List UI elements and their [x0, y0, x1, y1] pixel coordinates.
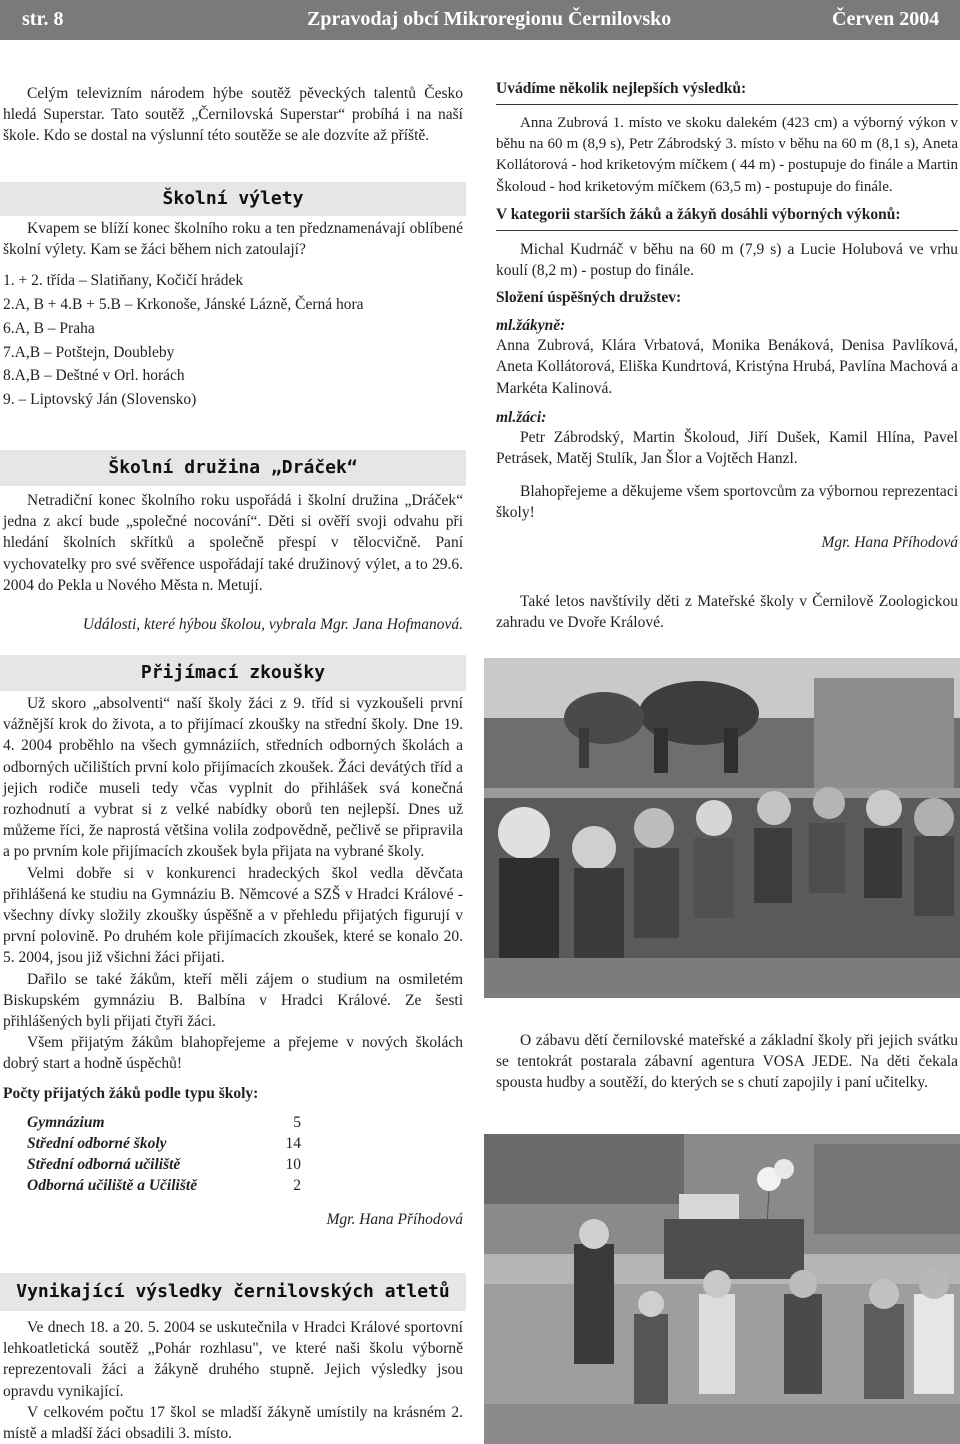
page-header — [0, 0, 960, 40]
page-number: str. 8 — [22, 8, 64, 30]
issue-date: Červen 2004 — [832, 8, 940, 30]
party-section — [496, 1030, 958, 1094]
girls-label: ml.žákyně: — [496, 317, 566, 335]
trip-item: 9. – Liptovský Ján (Slovensko) — [3, 390, 197, 408]
results-paragraph: Anna Zubrová 1. místo ve skoku dalekém (423 cm) a výborný výkon v běhu na 60 m (8,9 s), Petr Zábrodský 3. místo v běhu na 60 m (8,1 s), Aneta Kollátorová - hod kriketovým míčkem ( 44 m) - postupuje do finále a Martin Školoud - hod kriketovým míčkem (63,5 m) - postupuje do finále. — [496, 115, 958, 195]
right-column-top — [496, 80, 958, 633]
results-block — [496, 104, 958, 198]
boys-block — [496, 409, 958, 469]
teams-heading: Složení úspěšných družstev: — [496, 289, 682, 307]
trip-item: 8.A,B – Deštné v Orl. horách — [3, 367, 185, 385]
zoo-photo-graphic — [484, 658, 960, 998]
school-count: 5 — [293, 1114, 301, 1132]
club-paragraph: Netradiční konec školního roku uspořádá i školní družina „Dráček“ jedna z akcí bude „společné nocování“. Děti si ověří svoji odvahu při hledání školních skřítků a společně přespí v tělocvičně. Paní vychovatelky pro své svěřence uspořádají také družinový výlet, a to 29.6. 2004 do Pekla u Nového Města n. Metují. — [3, 492, 463, 594]
athletes-heading: Vynikající výsledky černilovských atletů — [16, 1281, 450, 1302]
zoo-paragraph: Také letos navštívily děti z Mateřské školy v Černilově Zoologickou zahradu ve Dvoře Králové. — [496, 592, 958, 632]
table-row — [27, 1134, 301, 1155]
exams-heading-band — [0, 655, 466, 691]
superstar-paragraph: Celým televizním národem hýbe soutěž pěveckých talentů Česko hledá Superstar. Tato soutěž „Černilovská Superstar“ probíhá i na naší škole. Kdo se dostal na výslunní této soutěže se ale dozvíte až příště. — [3, 85, 463, 145]
boys-label: ml.žáci: — [496, 408, 547, 426]
athletes-section — [3, 1317, 463, 1444]
club-heading: Školní družina „Dráček“ — [108, 457, 358, 478]
publication-title: Zpravodaj obcí Mikroregionu Černilovsko — [307, 8, 672, 30]
athletes-paragraph-2: V celkovém počtu 17 škol se mladší žákyně umístily na krásném 2. místě a mladší žáci obsadili 3. místo. — [3, 1403, 463, 1443]
trips-heading: Školní výlety — [162, 188, 304, 209]
exams-paragraph-1: Už skoro „absolventi“ naší školy žáci z 9. tříd si vyzkoušeli první vážnější krok do života, a to přijímací zkoušky na střední školy. Dne 19. 4. 2004 proběhlo na všech gymnáziích, středních odborných školách a odborných učilištích první kolo přijímacích zkoušek. Žáci devátých tříd a jejich rodiče museli tedy včas vyplnit do přihlášek svá konečná rozhodnutí a vybrat si z velké nabídky oborů ten nejlepší. Dnes už můžeme říci, že naprostá většina volila zodpovědně, pečlivě se připravila a po prvním kole přijímacích zkoušek byla přijata na vybrané školy. — [3, 695, 463, 861]
school-count: 10 — [285, 1156, 301, 1174]
trip-item: 2.A, B + 4.B + 5.B – Krkonoše, Jánské Lázně, Černá hora — [3, 296, 364, 314]
party-photo-graphic — [484, 1134, 960, 1444]
party-paragraph: O zábavu dětí černilovské mateřské a základní školy při jejich svátku se tentokrát postarala zábavní agentura VOSA JEDE. Na děti čekala spousta hudby a soutěží, do kterých se s chutí zapojily i paní učitelky. — [496, 1032, 958, 1092]
athletes-paragraph-1: Ve dnech 18. a 20. 5. 2004 se uskutečnila v Hradci Králové sportovní lehkoatletická soutěž „Pohár rozhlasu", ve které naši školu výborně reprezentovali žáci a žákyně druhého stupně. Jejich výsledky jsou opravdu vynikající. — [3, 1319, 463, 1400]
exams-signature: Mgr. Hana Příhodová — [326, 1210, 463, 1228]
school-type: Odborná učiliště a Učiliště — [27, 1177, 198, 1195]
club-heading-band — [0, 450, 466, 486]
congrats-paragraph: Blahopřejeme a děkujeme všem sportovcům za výbornou reprezentaci školy! — [496, 483, 958, 522]
trip-item: 1. + 2. třída – Slatiňany, Kočičí hrádek — [3, 272, 244, 290]
school-type: Střední odborné školy — [27, 1135, 167, 1153]
trips-section — [3, 218, 463, 412]
table-row — [27, 1176, 301, 1197]
club-signature: Události, které hýbou školou, vybrala Mgr. Jana Hofmanová. — [82, 616, 463, 634]
school-count: 14 — [285, 1135, 301, 1153]
counts-table — [27, 1113, 301, 1197]
party-photo — [484, 1134, 960, 1444]
exams-paragraph-3: Dařilo se také žákům, kteří měli zájem o studium na osmiletém Biskupském gymnáziu B. Balbína v Hradci Králové. Ze šesti přihlášených byli přijati čtyři žáci. — [3, 970, 463, 1031]
trip-item: 6.A, B – Praha — [3, 319, 95, 337]
school-type: Střední odborná učiliště — [27, 1156, 181, 1174]
left-column-top — [3, 83, 463, 147]
trip-item: 7.A,B – Potštejn, Doubleby — [3, 343, 175, 361]
older-heading: V kategorii starších žáků a žákyň dosáhli výborných výkonů: — [496, 205, 901, 223]
older-block — [496, 230, 958, 281]
results-heading: Uvádíme několik nejlepších výsledků: — [496, 80, 747, 97]
trips-intro: Kvapem se blíží konec školního roku a ten předznamenávají oblíbené školní výlety. Kam se žáci během nich zatoulají? — [3, 220, 463, 259]
exams-heading: Přijímací zkoušky — [140, 662, 326, 683]
zoo-photo — [484, 658, 960, 998]
counts-heading: Počty přijatých žáků podle typu školy: — [3, 1084, 259, 1102]
exams-paragraph-2: Velmi dobře si v konkurenci hradeckých škol vedla děvčata přihlášená ke studiu na Gymnáziu B. Němcové a SZŠ v Hradci Králové - všechny dívky složily zkoušky úspěšně a v přehledu přijatých figurují v první polovině. Po druhém kole přijímacích zkoušek, které se konalo 20. 5. 2004, jsou již všichni žáci přijati. — [3, 864, 463, 967]
athletes-heading-band — [0, 1273, 466, 1311]
girls-block — [496, 317, 958, 399]
club-section — [3, 490, 463, 635]
boys-list: Petr Zábrodský, Martin Školoud, Jiří Dušek, Kamil Hlína, Pavel Petrásek, Matěj Stulík, Jan Šlor a Vojtěch Hanzl. — [496, 428, 958, 468]
exams-paragraph-4: Všem přijatým žákům blahopřejeme a přejeme v nových školách dobrý start a hodně úspěchů! — [3, 1034, 463, 1073]
table-row — [27, 1113, 301, 1134]
girls-list: Anna Zubrová, Klára Vrbatová, Monika Benáková, Denisa Pavlíková, Aneta Kollátorová, Eliška Kundrtová, Kristýna Hrubá, Pavlína Machová a Markéta Kalinová. — [496, 337, 958, 397]
table-row — [27, 1155, 301, 1176]
trips-heading-band — [0, 182, 466, 216]
older-paragraph: Michal Kudrnáč v běhu na 60 m (7,9 s) a Lucie Holubová ve vrhu koulí (8,2 m) - postup do finále. — [496, 240, 958, 280]
exams-section — [3, 693, 463, 1230]
right-signature: Mgr. Hana Příhodová — [821, 533, 958, 551]
school-count: 2 — [293, 1177, 301, 1195]
trips-list — [3, 269, 463, 411]
school-type: Gymnázium — [27, 1114, 105, 1132]
